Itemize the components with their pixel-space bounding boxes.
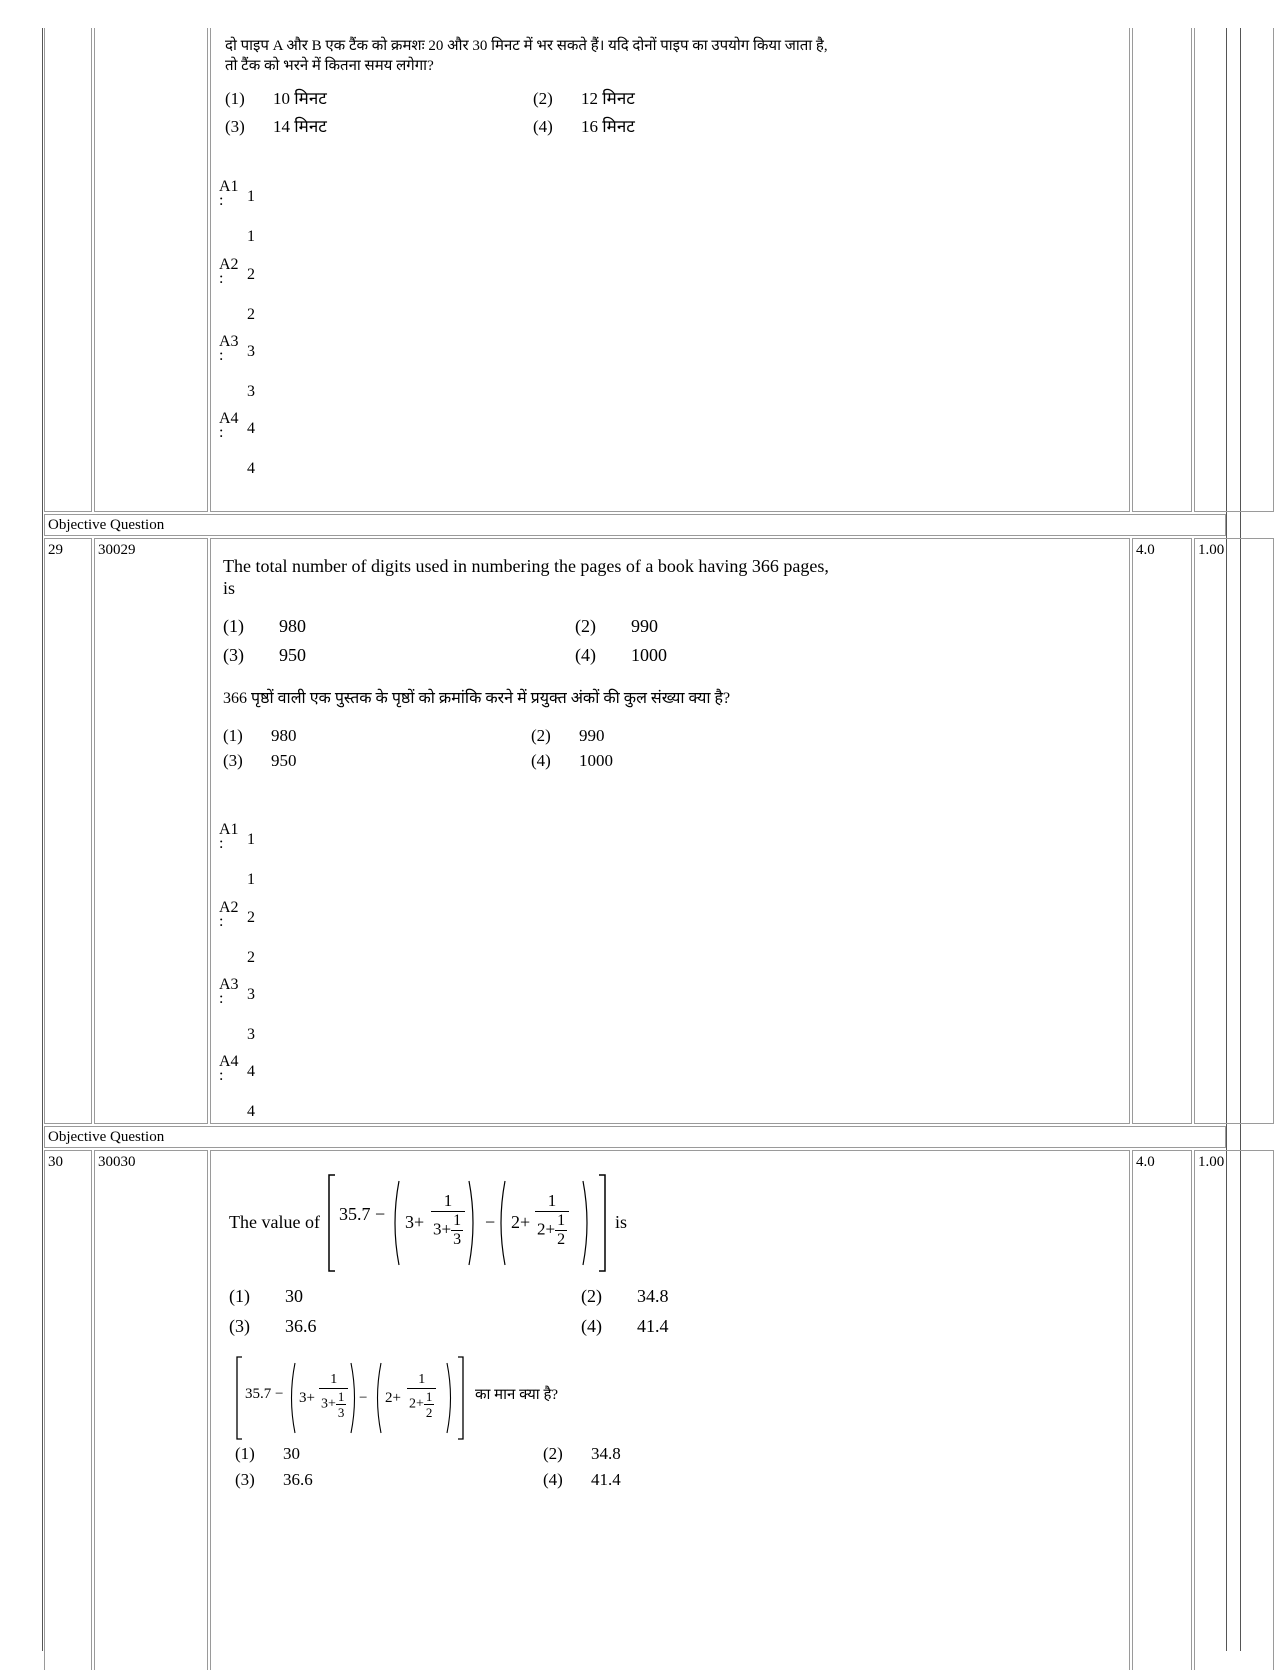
- option-4: (4) 16 मिनट: [533, 117, 635, 136]
- question-body-cell: [210, 538, 1130, 1124]
- term2-int: 2+: [511, 1212, 531, 1232]
- option-4: (4) 41.4: [581, 1316, 669, 1336]
- question-text-english-line1: The total number of digits used in numbering the pages of a book having 366 pages,: [223, 556, 829, 576]
- question-id: 30029: [94, 538, 208, 1124]
- option-1: (1) 10 मिनट: [225, 89, 327, 108]
- expression-minus: −: [359, 1390, 368, 1406]
- option-1: (1) 980: [223, 616, 306, 636]
- expression-suffix: is: [615, 1212, 628, 1232]
- term1-int: 3+: [405, 1212, 425, 1232]
- negative-marks-cell: [1194, 28, 1274, 512]
- option-2: (2) 34.8: [581, 1286, 669, 1306]
- question-number: 29: [44, 538, 92, 1124]
- answer-option-a2: A2 : 2 2: [219, 256, 255, 323]
- answer-option-a4: A4 : 4 4: [219, 1053, 255, 1120]
- question-id: 30030: [94, 1150, 208, 1670]
- question-text-hindi-line1: दो पाइप A और B एक टैंक को क्रमशः 20 और 30 मिनट में भर सकते हैं। यदि दोनों पाइप का उपयोग किया जाता है,: [225, 38, 828, 54]
- math-expression-english: [229, 1173, 689, 1273]
- question-number-cell: [44, 28, 92, 512]
- question-row-29: [44, 538, 1224, 1124]
- answer-option-a3: A3 : 3 3: [219, 333, 255, 400]
- question-type-label: Objective Question: [44, 1126, 1226, 1148]
- answer-option-a1: A1 : 1 1: [219, 178, 255, 245]
- option-3: (3) 36.6: [229, 1316, 317, 1336]
- expression-lead: 35.7 −: [339, 1204, 386, 1224]
- negative-marks-value: 1.00: [1194, 1150, 1274, 1670]
- answer-option-a4: A4 : 4 4: [219, 410, 255, 477]
- option-1-hindi: (1) 30: [235, 1444, 300, 1463]
- answer-option-a3: A3 : 3 3: [219, 976, 255, 1043]
- page-left-border: [42, 28, 43, 1651]
- option-2: (2) 12 मिनट: [533, 89, 635, 108]
- question-text-english-line2: is: [223, 578, 236, 598]
- option-4-hindi: (4) 1000: [531, 751, 613, 770]
- term2-int: 2+: [385, 1390, 401, 1406]
- math-expression-hindi: [235, 1355, 595, 1441]
- option-3: (3) 14 मिनट: [225, 117, 327, 136]
- option-4: (4) 1000: [575, 645, 667, 665]
- term2-fraction: 1 2+ $\frac{1}{2}$: [535, 1191, 569, 1249]
- option-2: (2) 990: [575, 616, 658, 636]
- option-2-hindi: (2) 990: [531, 726, 605, 745]
- option-3-hindi: (3) 36.6: [235, 1470, 313, 1489]
- expression-prefix: The value of: [229, 1212, 320, 1232]
- question-id-cell: [94, 28, 208, 512]
- term2-fraction: 1 2+ $\frac{1}{2}$: [407, 1371, 436, 1420]
- option-3-hindi: (3) 950: [223, 751, 297, 770]
- option-4-hindi: (4) 41.4: [543, 1470, 621, 1489]
- term1-fraction: 1 3+ $\frac{1}{3}$: [431, 1191, 465, 1249]
- question-text-hindi: 366 पृष्ठों वाली एक पुस्तक के पृष्ठों को क्रमांकि करने में प्रयुक्त अंकों की कुल संख्या क्या है?: [223, 690, 731, 707]
- answer-option-a1: A1 : 1 1: [219, 821, 255, 888]
- question-text-hindi-line2: तो टैंक को भरने में कितना समय लगेगा?: [225, 58, 434, 74]
- marks-value: 4.0: [1132, 1150, 1192, 1670]
- question-row-28: [44, 28, 1224, 512]
- option-3: (3) 950: [223, 645, 306, 665]
- marks-value: 4.0: [1132, 538, 1192, 1124]
- term1-int: 3+: [299, 1390, 315, 1406]
- option-1-hindi: (1) 980: [223, 726, 297, 745]
- option-2-hindi: (2) 34.8: [543, 1444, 621, 1463]
- question-body-cell: [210, 1150, 1130, 1670]
- expression-suffix-hindi: का मान क्या है?: [475, 1387, 559, 1403]
- answer-option-a2: A2 : 2 2: [219, 899, 255, 966]
- question-body-cell: [210, 28, 1130, 512]
- question-row-30: [44, 1150, 1224, 1670]
- negative-marks-value: 1.00: [1194, 538, 1274, 1124]
- marks-cell: [1132, 28, 1192, 512]
- question-type-label: Objective Question: [44, 514, 1226, 536]
- expression-minus: −: [485, 1212, 496, 1232]
- term1-fraction: 1 3+ $\frac{1}{3}$: [319, 1371, 348, 1420]
- expression-lead: 35.7 −: [245, 1386, 284, 1402]
- option-1: (1) 30: [229, 1286, 303, 1306]
- question-number: 30: [44, 1150, 92, 1670]
